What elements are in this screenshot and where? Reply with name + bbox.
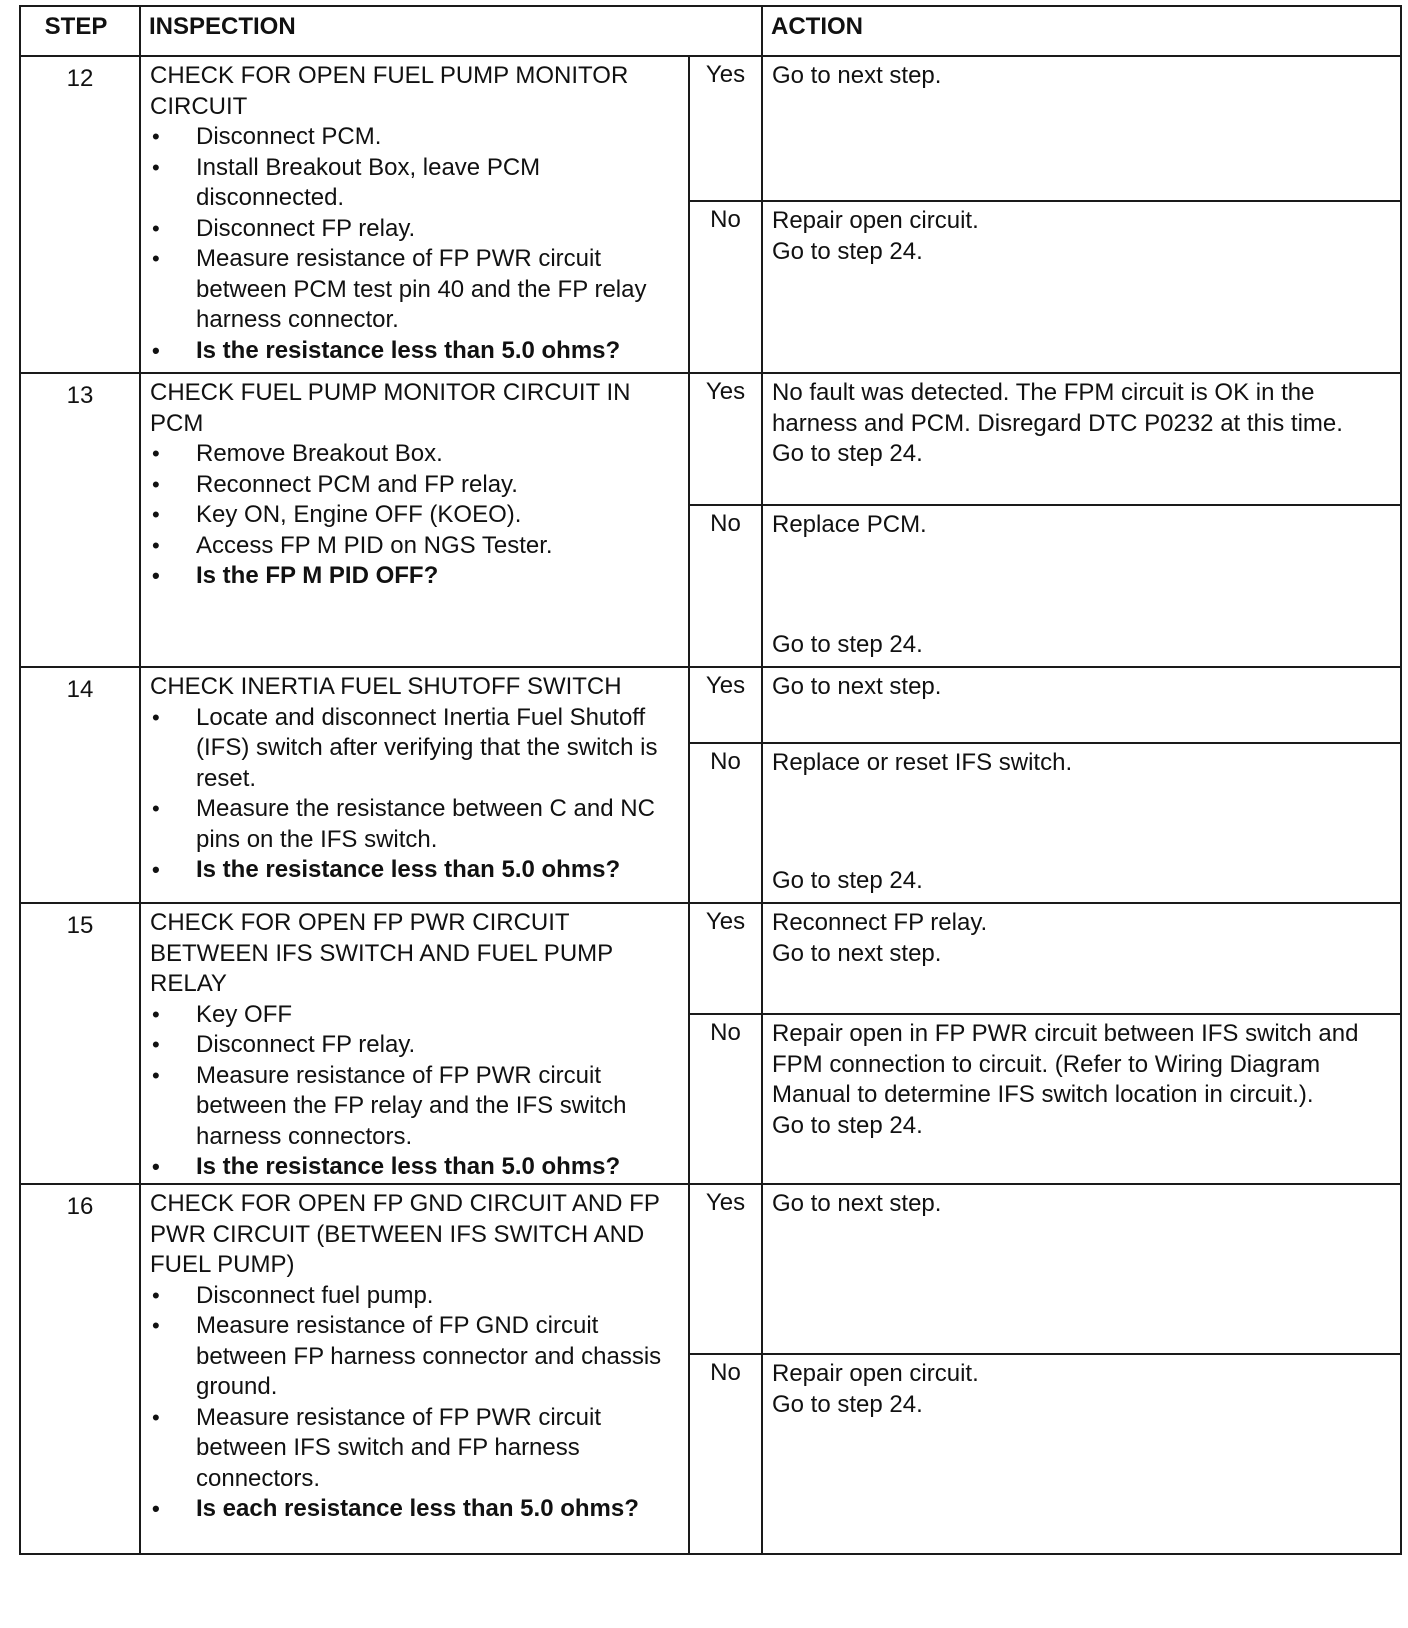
inspection-steps (150, 1000, 680, 1183)
action-line: Repair open circuit. (772, 1360, 979, 1387)
inspection-step: • Reconnect PCM and FP relay. (150, 470, 680, 501)
table-row (20, 1184, 1401, 1354)
action-line: Repair open in FP PWR circuit between IFS switch and FPM connection to circuit. (Refer to Wiring Diagram Manual to determine IFS switch location in circuit.). (772, 1020, 1359, 1108)
inspection-steps (150, 439, 680, 592)
action-line: Replace PCM. (772, 511, 927, 538)
inspection-step: • Locate and disconnect Inertia Fuel Shutoff (IFS) switch after verifying that the switch is reset. (150, 703, 680, 795)
yes-action (762, 373, 1401, 505)
action-line: Go to next step. (772, 673, 942, 700)
inspection-title: CHECK FUEL PUMP MONITOR CIRCUIT IN PCM (150, 379, 631, 437)
inspection-step: • Measure resistance of FP PWR circuit between PCM test pin 40 and the FP relay harness connector. (150, 244, 680, 336)
inspection-step: • Measure the resistance between C and NC pins on the IFS switch. (150, 794, 680, 855)
action-line: Go to step 24. (772, 237, 923, 265)
inspection-cell (140, 903, 689, 1184)
step-number: 15 (20, 903, 140, 1184)
inspection-step: • Disconnect FP relay. (150, 214, 680, 245)
inspection-steps (150, 1281, 680, 1525)
no-label: No (689, 1014, 762, 1184)
inspection-steps (150, 703, 680, 886)
inspection-title: CHECK INERTIA FUEL SHUTOFF SWITCH (150, 673, 622, 700)
inspection-question: • Is the resistance less than 5.0 ohms? (150, 855, 680, 886)
action-line: Go to step 24. (772, 440, 923, 467)
inspection-step: • Remove Breakout Box. (150, 439, 680, 470)
header-row (20, 6, 1401, 56)
no-label: No (689, 743, 762, 903)
action-line: Go to step 24. (772, 1111, 923, 1139)
yes-label: Yes (689, 667, 762, 743)
yes-label: Yes (689, 373, 762, 505)
inspection-title: CHECK FOR OPEN FUEL PUMP MONITOR CIRCUIT (150, 62, 629, 120)
inspection-steps (150, 122, 680, 366)
inspection-question: • Is the FP M PID OFF? (150, 561, 680, 592)
table-row (20, 373, 1401, 505)
no-action (762, 743, 1401, 903)
inspection-step: • Measure resistance of FP PWR circuit between the FP relay and the IFS switch harness connectors. (150, 1061, 680, 1153)
yes-label: Yes (689, 903, 762, 1014)
action-header: ACTION (762, 6, 1401, 56)
inspection-cell (140, 1184, 689, 1554)
yes-action (762, 903, 1401, 1014)
table-row (20, 903, 1401, 1014)
action-line: Replace or reset IFS switch. (772, 749, 1073, 776)
yes-action (762, 1184, 1401, 1354)
inspection-step: • Disconnect FP relay. (150, 1030, 680, 1061)
inspection-cell (140, 56, 689, 373)
action-line: Reconnect FP relay. (772, 909, 988, 936)
inspection-cell (140, 667, 689, 903)
inspection-step: • Key OFF (150, 1000, 680, 1031)
no-action (762, 505, 1401, 667)
step-number: 13 (20, 373, 140, 667)
inspection-cell (140, 373, 689, 667)
action-line: Go to next step. (772, 939, 942, 967)
no-label: No (689, 1354, 762, 1554)
inspection-step: • Key ON, Engine OFF (KOEO). (150, 500, 680, 531)
goto-line: Go to step 24. (772, 630, 923, 658)
no-action (762, 201, 1401, 373)
inspection-step: • Install Breakout Box, leave PCM disconnected. (150, 153, 680, 214)
no-action (762, 1014, 1401, 1184)
yes-action (762, 667, 1401, 743)
no-action (762, 1354, 1401, 1554)
inspection-question: • Is the resistance less than 5.0 ohms? (150, 336, 680, 367)
inspection-step: • Measure resistance of FP GND circuit between FP harness connector and chassis ground. (150, 1311, 680, 1403)
diagnostic-table (19, 5, 1402, 1555)
no-label: No (689, 505, 762, 667)
action-line: Repair open circuit. (772, 207, 979, 234)
step-number: 12 (20, 56, 140, 373)
inspection-header: INSPECTION (140, 6, 762, 56)
step-header: STEP (20, 6, 140, 56)
table-row (20, 56, 1401, 201)
inspection-step: • Disconnect PCM. (150, 122, 680, 153)
inspection-step: • Access FP M PID on NGS Tester. (150, 531, 680, 562)
yes-label: Yes (689, 1184, 762, 1354)
inspection-title: CHECK FOR OPEN FP GND CIRCUIT AND FP PWR CIRCUIT (BETWEEN IFS SWITCH AND FUEL PUMP) (150, 1190, 660, 1278)
inspection-question: • Is each resistance less than 5.0 ohms? (150, 1494, 680, 1525)
inspection-title: CHECK FOR OPEN FP PWR CIRCUIT BETWEEN IFS SWITCH AND FUEL PUMP RELAY (150, 909, 613, 997)
no-label: No (689, 201, 762, 373)
inspection-question: • Is the resistance less than 5.0 ohms? (150, 1152, 680, 1183)
yes-label: Yes (689, 56, 762, 201)
step-number: 14 (20, 667, 140, 903)
yes-action (762, 56, 1401, 201)
table-row (20, 667, 1401, 743)
inspection-step: • Measure resistance of FP PWR circuit between IFS switch and FP harness connectors. (150, 1403, 680, 1495)
action-line: Go to step 24. (772, 1390, 923, 1418)
goto-line: Go to step 24. (772, 866, 923, 894)
action-line: Go to next step. (772, 62, 942, 89)
inspection-step: • Disconnect fuel pump. (150, 1281, 680, 1312)
action-line: No fault was detected. The FPM circuit is OK in the harness and PCM. Disregard DTC P0232 at this time. (772, 379, 1343, 437)
action-line: Go to next step. (772, 1190, 942, 1217)
step-number: 16 (20, 1184, 140, 1554)
